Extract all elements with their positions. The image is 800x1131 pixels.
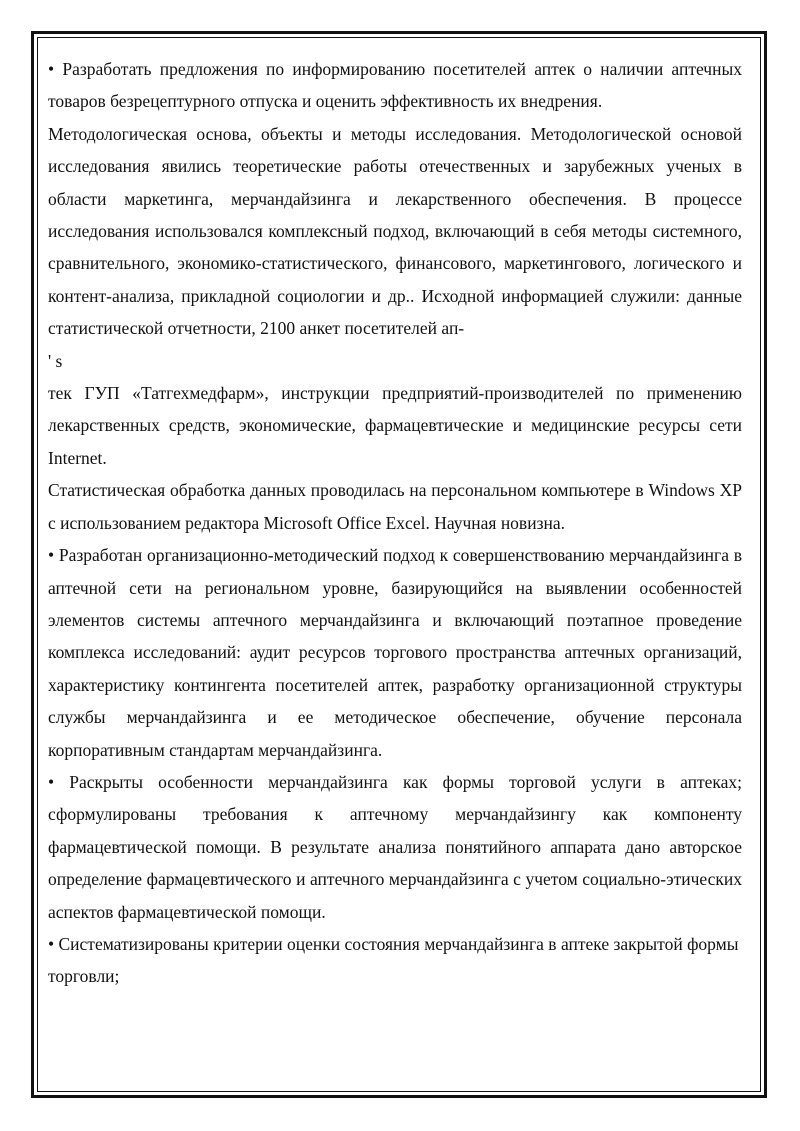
paragraph-sources: тек ГУП «Татгехмедфарм», инструкции предприятий-производителей по применению лекарственных средств, экономические, фармацевтические и медицинские ресурсы сети Internet. — [48, 383, 742, 468]
paragraph-methodology: Методологическая основа, объекты и методы исследования. Методологической основой исследования явились теоретические работы отечественных и зарубежных ученых в области маркетинга, мерчандайзинга и лекарственного обеспечения. В процессе исследования использовался комплексный подход, включающий в себя методы системного, сравнительного, экономико-статистического, финансового, маркетингового, логического и контент-анализа, прикладной социологии и др.. Исходной информацией служили: данные статистической отчетности, 2100 анкет посетителей ап- — [48, 123, 742, 339]
document-body — [48, 53, 742, 993]
paragraph-task-bullet: • Разработать предложения по информированию посетителей аптек о наличии аптечных товаров безрецептурного отпуска и оценить эффективность их внедрения. — [48, 59, 742, 112]
paragraph-stray-mark: ' s — [48, 350, 63, 371]
paragraph-novelty-3: • Систематизированы критерии оценки состояния мерчандайзинга в аптеке закрытой формы торговли; — [48, 933, 739, 987]
paragraph-statistics: Статистическая обработка данных проводилась на персональном компьютере в Windows XP с использованием редактора Microsoft Office Excel. Научная новизна. — [48, 480, 742, 533]
paragraph-novelty-1: • Разработан организационно-методический подход к совершенствованию мерчандайзинга в аптечной сети на региональном уровне, базирующийся на выявлении особенностей элементов системы аптечного мерчандайзинга и включающий поэтапное проведение комплекса исследований: аудит ресурсов торгового пространства аптечных организаций, характеристику контингента посетителей аптек, разработку организационной структуры службы мерчандайзинга и ее методическое обеспечение, обучение персонала корпоративным стандартам мерчандайзинга. — [48, 545, 742, 760]
paragraph-novelty-2: • Раскрыты особенности мерчандайзинга как формы торговой услуги в аптеках; сформулированы требования к аптечному мерчандайзингу как компоненту фармацевтической помощи. В результате анализа понятийного аппарата дано авторское определение фармацевтического и аптечного мерчандайзинга с учетом социально-этических аспектов фармацевтической помощи. — [48, 771, 742, 922]
